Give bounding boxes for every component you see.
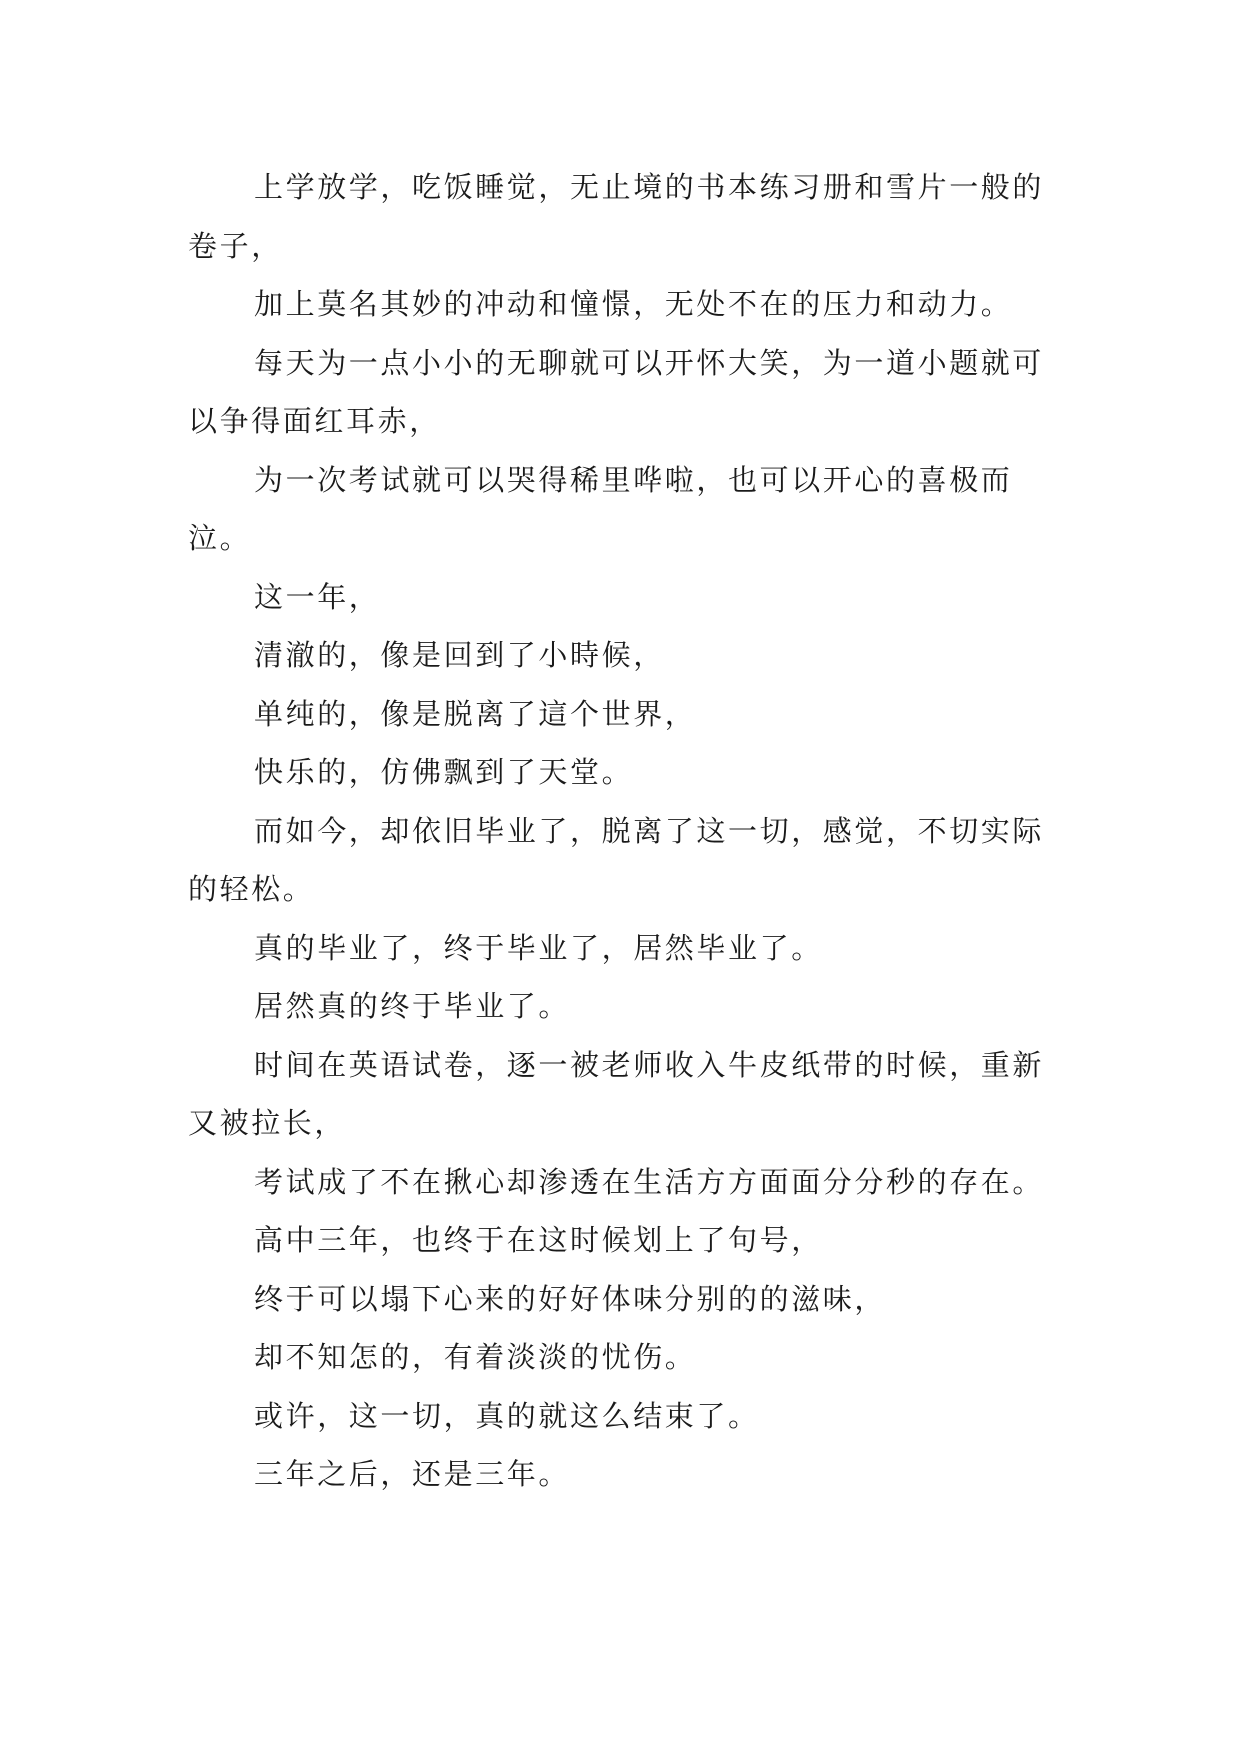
paragraph-10: 真的毕业了，终于毕业了，居然毕业了。	[254, 930, 823, 965]
paragraph-14: 高中三年，也终于在这时候划上了句号，	[254, 1223, 823, 1257]
paragraph-12: 时间在英语试卷，逐一被老师收入牛皮纸带的时候，重新又被拉长，	[188, 1047, 1045, 1140]
paragraph-2: 加上莫名其妙的冲动和憧憬，无处不在的压力和动力。	[254, 287, 1013, 321]
paragraph-3: 每天为一点小小的无聊就可以开怀大笑，为一道小题就可以争得面红耳赤，	[188, 345, 1045, 438]
paragraph-15: 终于可以塌下心来的好好体味分别的的滋味，	[254, 1281, 887, 1316]
paragraph-4: 为一次考试就可以哭得稀里哗啦，也可以开心的喜极而泣。	[188, 462, 1013, 555]
paragraph-9: 而如今，却依旧毕业了，脱离了这一切，感觉，不切实际的轻松。	[188, 813, 1045, 906]
paragraph-11: 居然真的终于毕业了。	[254, 989, 571, 1023]
paragraph-5: 这一年，	[254, 579, 381, 614]
paragraph-7: 单纯的，像是脱离了這个世界，	[254, 696, 697, 731]
paragraph-17: 或许，这一切，真的就这么结束了。	[254, 1398, 760, 1433]
document-body	[188, 158, 1058, 1504]
paragraph-1: 上学放学，吃饭睡觉，无止境的书本练习册和雪片一般的卷子，	[188, 170, 1045, 263]
paragraph-13: 考试成了不在揪心却渗透在生活方方面面分分秒的存在。	[254, 1164, 1045, 1199]
paragraph-16: 却不知怎的，有着淡淡的忧伤。	[254, 1340, 697, 1374]
paragraph-18: 三年之后，还是三年。	[254, 1457, 571, 1491]
paragraph-8: 快乐的，仿佛飘到了天堂。	[254, 755, 634, 789]
paragraph-6: 清澈的，像是回到了小時候，	[254, 638, 665, 672]
